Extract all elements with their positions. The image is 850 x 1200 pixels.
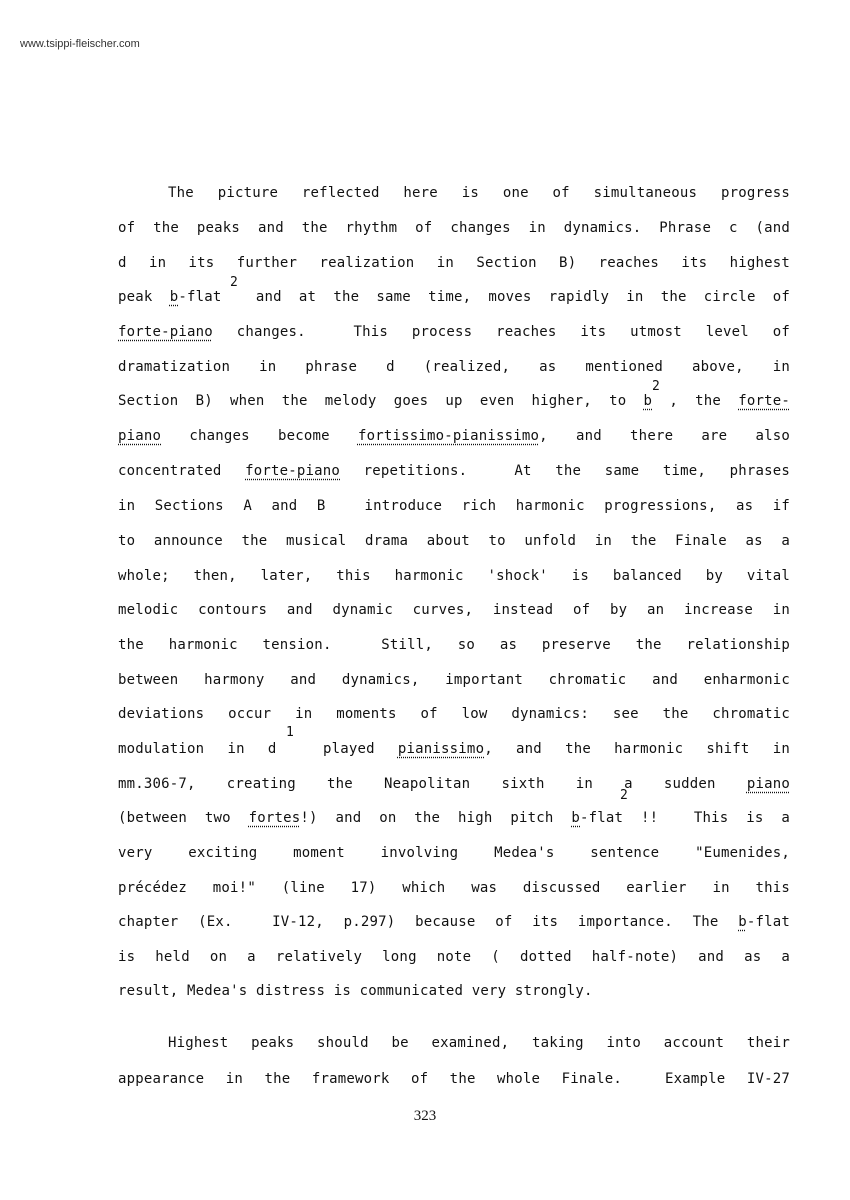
text-line: the harmonic tension. Still, so as preserve the relationship: [118, 637, 790, 653]
text-line: concentrated forte-piano repetitions. At the same time, phrases: [118, 463, 790, 479]
text-line: modulation in d played pianissimo, and the harmonic shift in: [118, 741, 790, 757]
superscript: 2: [620, 788, 628, 803]
text-line: deviations occur in moments of low dynamics: see the chromatic: [118, 706, 790, 722]
text-line: in Sections A and B introduce rich harmonic progressions, as if: [118, 498, 790, 514]
text-line: very exciting moment involving Medea's sentence "Eumenides,: [118, 845, 790, 861]
text-line: peak b-flat and at the same time, moves rapidly in the circle of: [118, 289, 790, 305]
text-line: is held on a relatively long note ( dotted half-note) and as a: [118, 949, 790, 965]
text-line: précédez moi!" (line 17) which was discussed earlier in this: [118, 880, 790, 896]
text-line: result, Medea's distress is communicated very strongly.: [118, 983, 593, 999]
text-line: of the peaks and the rhythm of changes in dynamics. Phrase c (and: [118, 220, 790, 236]
text-line: whole; then, later, this harmonic 'shock' is balanced by vital: [118, 568, 790, 584]
superscript: 2: [230, 275, 238, 290]
text-line: mm.306-7, creating the Neapolitan sixth in a sudden piano: [118, 776, 790, 792]
text-line: chapter (Ex. IV-12, p.297) because of its importance. The b-flat: [118, 914, 790, 930]
text-line: The picture reflected here is one of simultaneous progress: [168, 185, 790, 201]
text-line: forte-piano changes. This process reaches its utmost level of: [118, 324, 790, 340]
text-line: Section B) when the melody goes up even higher, to b , the forte-: [118, 393, 790, 409]
text-line: d in its further realization in Section B) reaches its highest: [118, 255, 790, 271]
text-line: (between two fortes!) and on the high pitch b-flat !! This is a: [118, 810, 790, 826]
superscript: 1: [286, 725, 294, 740]
source-url: www.tsippi-fleischer.com: [20, 38, 140, 50]
superscript: 2: [652, 379, 660, 394]
text-line: piano changes become fortissimo-pianissimo, and there are also: [118, 428, 791, 444]
text-line: Highest peaks should be examined, taking into account their: [168, 1035, 790, 1051]
text-line: dramatization in phrase d (realized, as mentioned above, in: [118, 359, 790, 375]
text-line: between harmony and dynamics, important chromatic and enharmonic: [118, 672, 790, 688]
text-line: to announce the musical drama about to unfold in the Finale as a: [118, 533, 790, 549]
text-line: melodic contours and dynamic curves, instead of by an increase in: [118, 602, 790, 618]
text-line: appearance in the framework of the whole Finale. Example IV-27: [118, 1071, 790, 1087]
page-number: 323: [413, 1108, 437, 1124]
